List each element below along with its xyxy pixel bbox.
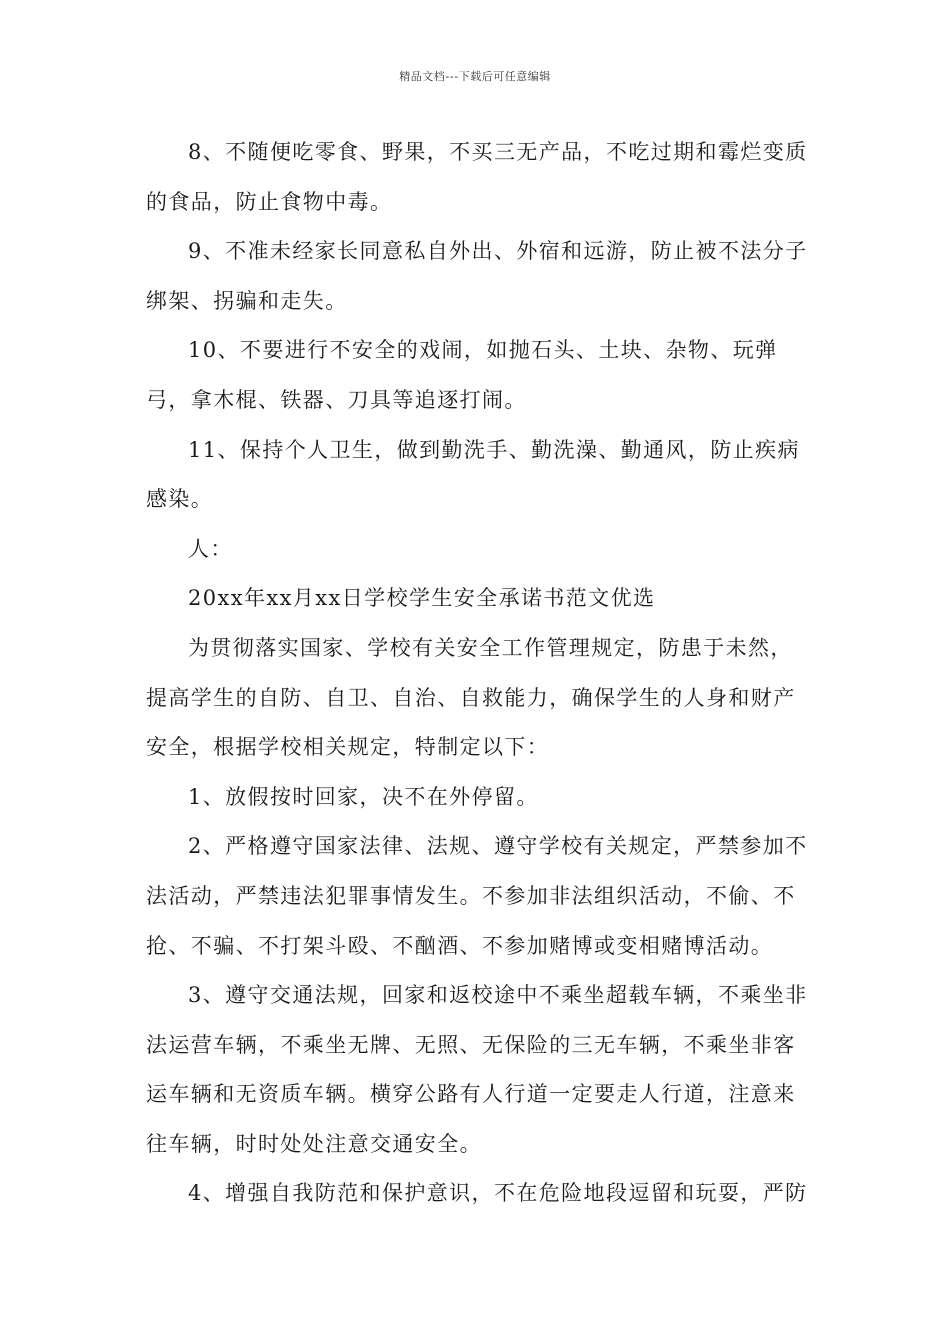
section-title: 20xx年xx月xx日学校学生安全承诺书范文优选 xyxy=(188,586,656,611)
paragraph-rule-10: 10、不要进行不安全的戏闹，如抛石头、土块、杂物、玩弹弓，拿木棍、铁器、刀具等追逐打闹。 xyxy=(146,338,778,412)
document-body xyxy=(146,128,810,1219)
page-header: 精品文档---下载后可任意编辑 xyxy=(399,70,551,83)
paragraph-rule-3: 3、遵守交通法规，回家和返校途中不乘坐超载车辆，不乘坐非法运营车辆，不乘坐无牌、无照、无保险的三无车辆，不乘坐非客运车辆和无资质车辆。横穿公路有人行道一定要走人行道，注意来往车辆，时时处处注意交通安全。 xyxy=(146,983,808,1156)
paragraph-rule-1: 1、放假按时回家，决不在外停留。 xyxy=(188,784,539,809)
paragraph-rule-8: 8、不随便吃零食、野果，不买三无产品，不吃过期和霉烂变质的食品，防止食物中毒。 xyxy=(146,140,808,214)
paragraph-rule-4: 4、增强自我防范和保护意识，不在危险地段逗留和玩耍，严防 xyxy=(188,1181,808,1206)
intro-paragraph: 为贯彻落实国家、学校有关安全工作管理规定，防患于未然，提高学生的自防、自卫、自治、自救能力，确保学生的人身和财产安全，根据学校相关规定，特制定以下： xyxy=(146,635,796,760)
paragraph-rule-9: 9、不准未经家长同意私自外出、外宿和远游，防止被不法分子绑架、拐骗和走失。 xyxy=(146,239,808,313)
paragraph-rule-2: 2、严格遵守国家法律、法规、遵守学校有关规定，严禁参加不法活动，严禁违法犯罪事情发生。不参加非法组织活动，不偷、不抢、不骗、不打架斗殴、不酗酒、不参加赌博或变相赌博活动。 xyxy=(146,834,808,958)
paragraph-rule-11: 11、保持个人卫生，做到勤洗手、勤洗澡、勤通风，防止疾病感染。 xyxy=(146,437,800,512)
signature-line: 人： xyxy=(188,536,233,561)
